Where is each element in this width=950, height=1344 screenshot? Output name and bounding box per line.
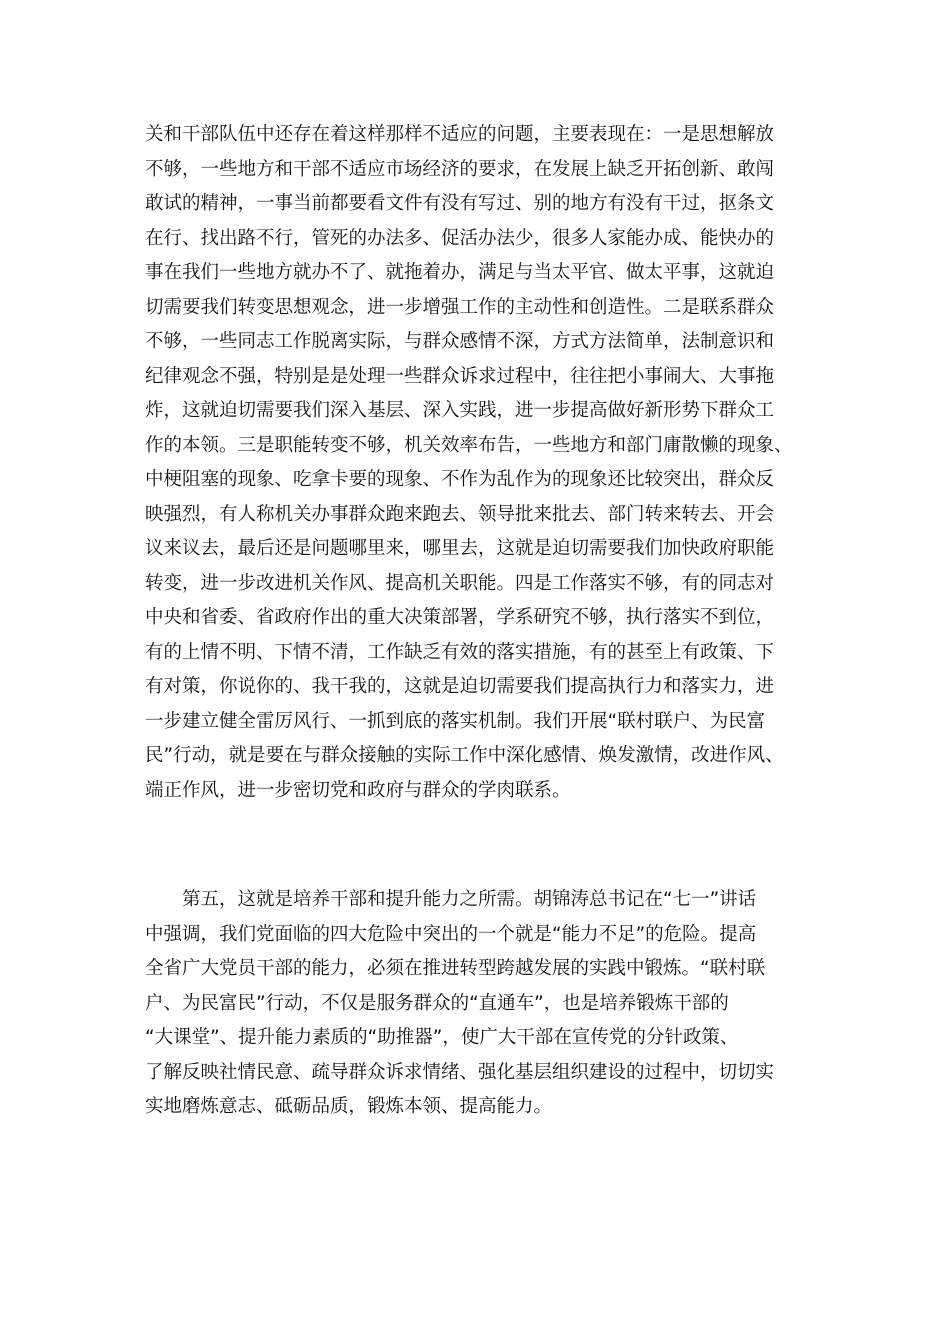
paragraph-line: 事在我们一些地方就办不了、就拖着办，满足与当太平官、做太平事，这就迫 [145,262,775,283]
paragraph-line: 炸，这就迫切需要我们深入基层、深入实践，进一步提高做好新形势下群众工 [145,400,775,421]
paragraph-line: 不够，一些地方和干部不适应市场经济的要求，在发展上缺乏开拓创新、敢闯 [145,158,775,180]
paragraph-line: 民”行动，就是要在与群众接触的实际工作中深化感情、焕发激情，改进作风、 [145,745,784,766]
paragraph-line: 中梗阻塞的现象、吃拿卡要的现象、不作为乱作为的现象还比较突出，群众反 [145,469,775,490]
paragraph-line: 端正作风，进一步密切党和政府与群众的学肉联系。 [145,779,571,801]
paragraph-line: 敢试的精神，一事当前都要看文件有没有写过、别的地方有没有干过，抠条文 [145,193,775,214]
paragraph-line: “大课堂”、提升能力素质的“助推器”，使广大干部在宣传党的分针政策、 [145,1027,739,1048]
paragraph-line: 有的上情不明、下情不清，工作缺乏有效的落实措施，有的甚至上有政策、下 [145,641,775,663]
paragraph-line: 一步建立健全雷厉风行、一抓到底的落实机制。我们开展“联村联户、为民富 [145,710,766,732]
paragraph-line: 中央和省委、省政府作出的重大决策部署，学系研究不够，执行落实不到位， [145,607,775,628]
paragraph-line: 实地磨炼意志、砥砺品质，锻炼本领、提高能力。 [145,1096,553,1117]
paragraph-line: 纪律观念不强，特别是是处理一些群众诉求过程中，往往把小事闹大、大事拖 [145,365,775,387]
paragraph-line: 中强调，我们党面临的四大危险中突出的一个就是“能力不足”的危险。提高 [145,923,757,945]
paragraph-line: 全省广大党员干部的能力，必须在推进转型跨越发展的实践中锻炼。“联村联 [145,958,766,979]
paragraph-line: 有对策，你说你的、我干我的，这就是迫切需要我们提高执行力和落实力，进 [145,676,775,697]
paragraph-line: 切需要我们转变思想观念，进一步增强工作的主动性和创造性。二是联系群众 [145,296,775,318]
paragraph-2 [145,883,805,1125]
paragraph-line: 了解反映社情民意、疏导群众诉求情绪、强化基层组织建设的过程中，切切实 [145,1061,775,1083]
paragraph-line: 作的本领。三是职能转变不够，机关效率布告，一些地方和部门庸散懒的现象、 [145,434,793,456]
paragraph-line: 议来议去，最后还是问题哪里来，哪里去，这就是迫切需要我们加快政府职能 [145,538,775,559]
paragraph-1 [145,118,805,808]
paragraph-line: 户、为民富民”行动，不仅是服务群众的“直通车”，也是培养锻炼干部的 [145,992,729,1014]
paragraph-line: 映强烈，有人称机关办事群众跑来跑去、领导批来批去、部门转来转去、开会 [145,503,775,525]
paragraph-line: 第五，这就是培养干部和提升能力之所需。胡锦涛总书记在“七一”讲话 [182,889,757,910]
paragraph-line: 不够，一些同志工作脱离实际，与群众感情不深，方式方法简单，法制意识和 [145,331,775,352]
paragraph-line: 在行、找出路不行，管死的办法多、促活办法少，很多人家能办成、能快办的 [145,227,775,249]
paragraph-line: 转变，进一步改进机关作风、提高机关职能。四是工作落实不够，有的同志对 [145,572,775,594]
paragraph-line: 关和干部队伍中还存在着这样那样不适应的问题，主要表现在：一是思想解放 [145,124,775,145]
